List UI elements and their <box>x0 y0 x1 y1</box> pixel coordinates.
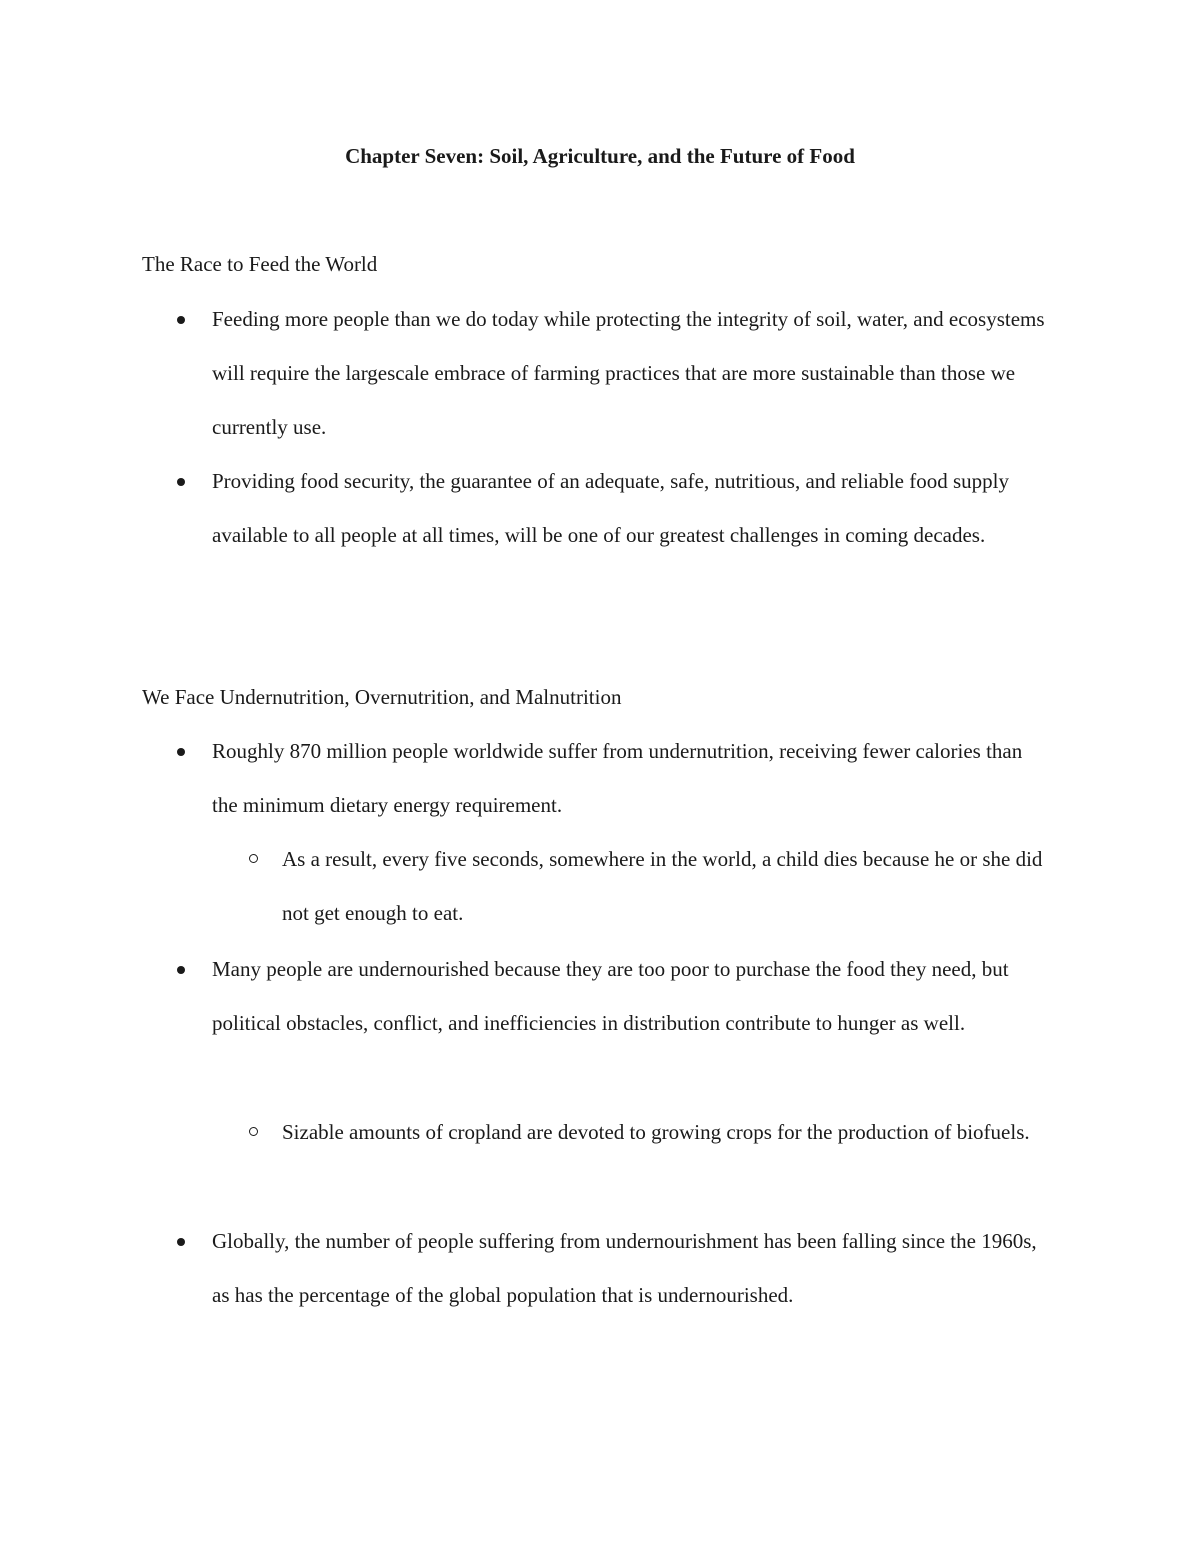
hollow-bullet-icon <box>249 1127 258 1136</box>
list-item-text: Globally, the number of people suffering from undernourishment has been falling since the 1960s, as has the percentage of the global population that is undernourished. <box>212 1229 1037 1307</box>
filled-bullet-icon <box>177 478 185 486</box>
filled-bullet-icon <box>177 316 185 324</box>
sub-list-item-text: As a result, every five seconds, somewhere in the world, a child dies because he or she did not get enough to eat. <box>282 847 1043 925</box>
list-item-text: Roughly 870 million people worldwide suffer from undernutrition, receiving fewer calories than the minimum dietary energy requirement. <box>212 739 1023 817</box>
list-item <box>212 724 1052 832</box>
section-heading-undernutrition: We Face Undernutrition, Overnutrition, and Malnutrition <box>142 685 622 709</box>
filled-bullet-icon <box>177 748 185 756</box>
list-item <box>212 1214 1052 1322</box>
list-item-text: Providing food security, the guarantee of an adequate, safe, nutritious, and reliable food supply available to all people at all times, will be one of our greatest challenges in coming decades. <box>212 469 1009 547</box>
list-item-text: Feeding more people than we do today while protecting the integrity of soil, water, and ecosystems will require the largescale embrace of farming practices that are more sustainable than those we currently use. <box>212 307 1045 439</box>
filled-bullet-icon <box>177 1238 185 1246</box>
sub-list-item <box>282 832 1052 940</box>
section-heading-race-to-feed: The Race to Feed the World <box>142 252 378 276</box>
list-item <box>212 454 1052 562</box>
sub-list-item <box>282 1105 1052 1159</box>
chapter-title: Chapter Seven: Soil, Agriculture, and the Future of Food <box>345 144 855 168</box>
hollow-bullet-icon <box>249 854 258 863</box>
filled-bullet-icon <box>177 966 185 974</box>
sub-list-item-text: Sizable amounts of cropland are devoted to growing crops for the production of biofuels. <box>282 1120 1030 1144</box>
list-item <box>212 942 1052 1050</box>
list-item <box>212 292 1052 454</box>
list-item-text: Many people are undernourished because they are too poor to purchase the food they need, but political obstacles, conflict, and inefficiencies in distribution contribute to hunger as well. <box>212 957 1009 1035</box>
